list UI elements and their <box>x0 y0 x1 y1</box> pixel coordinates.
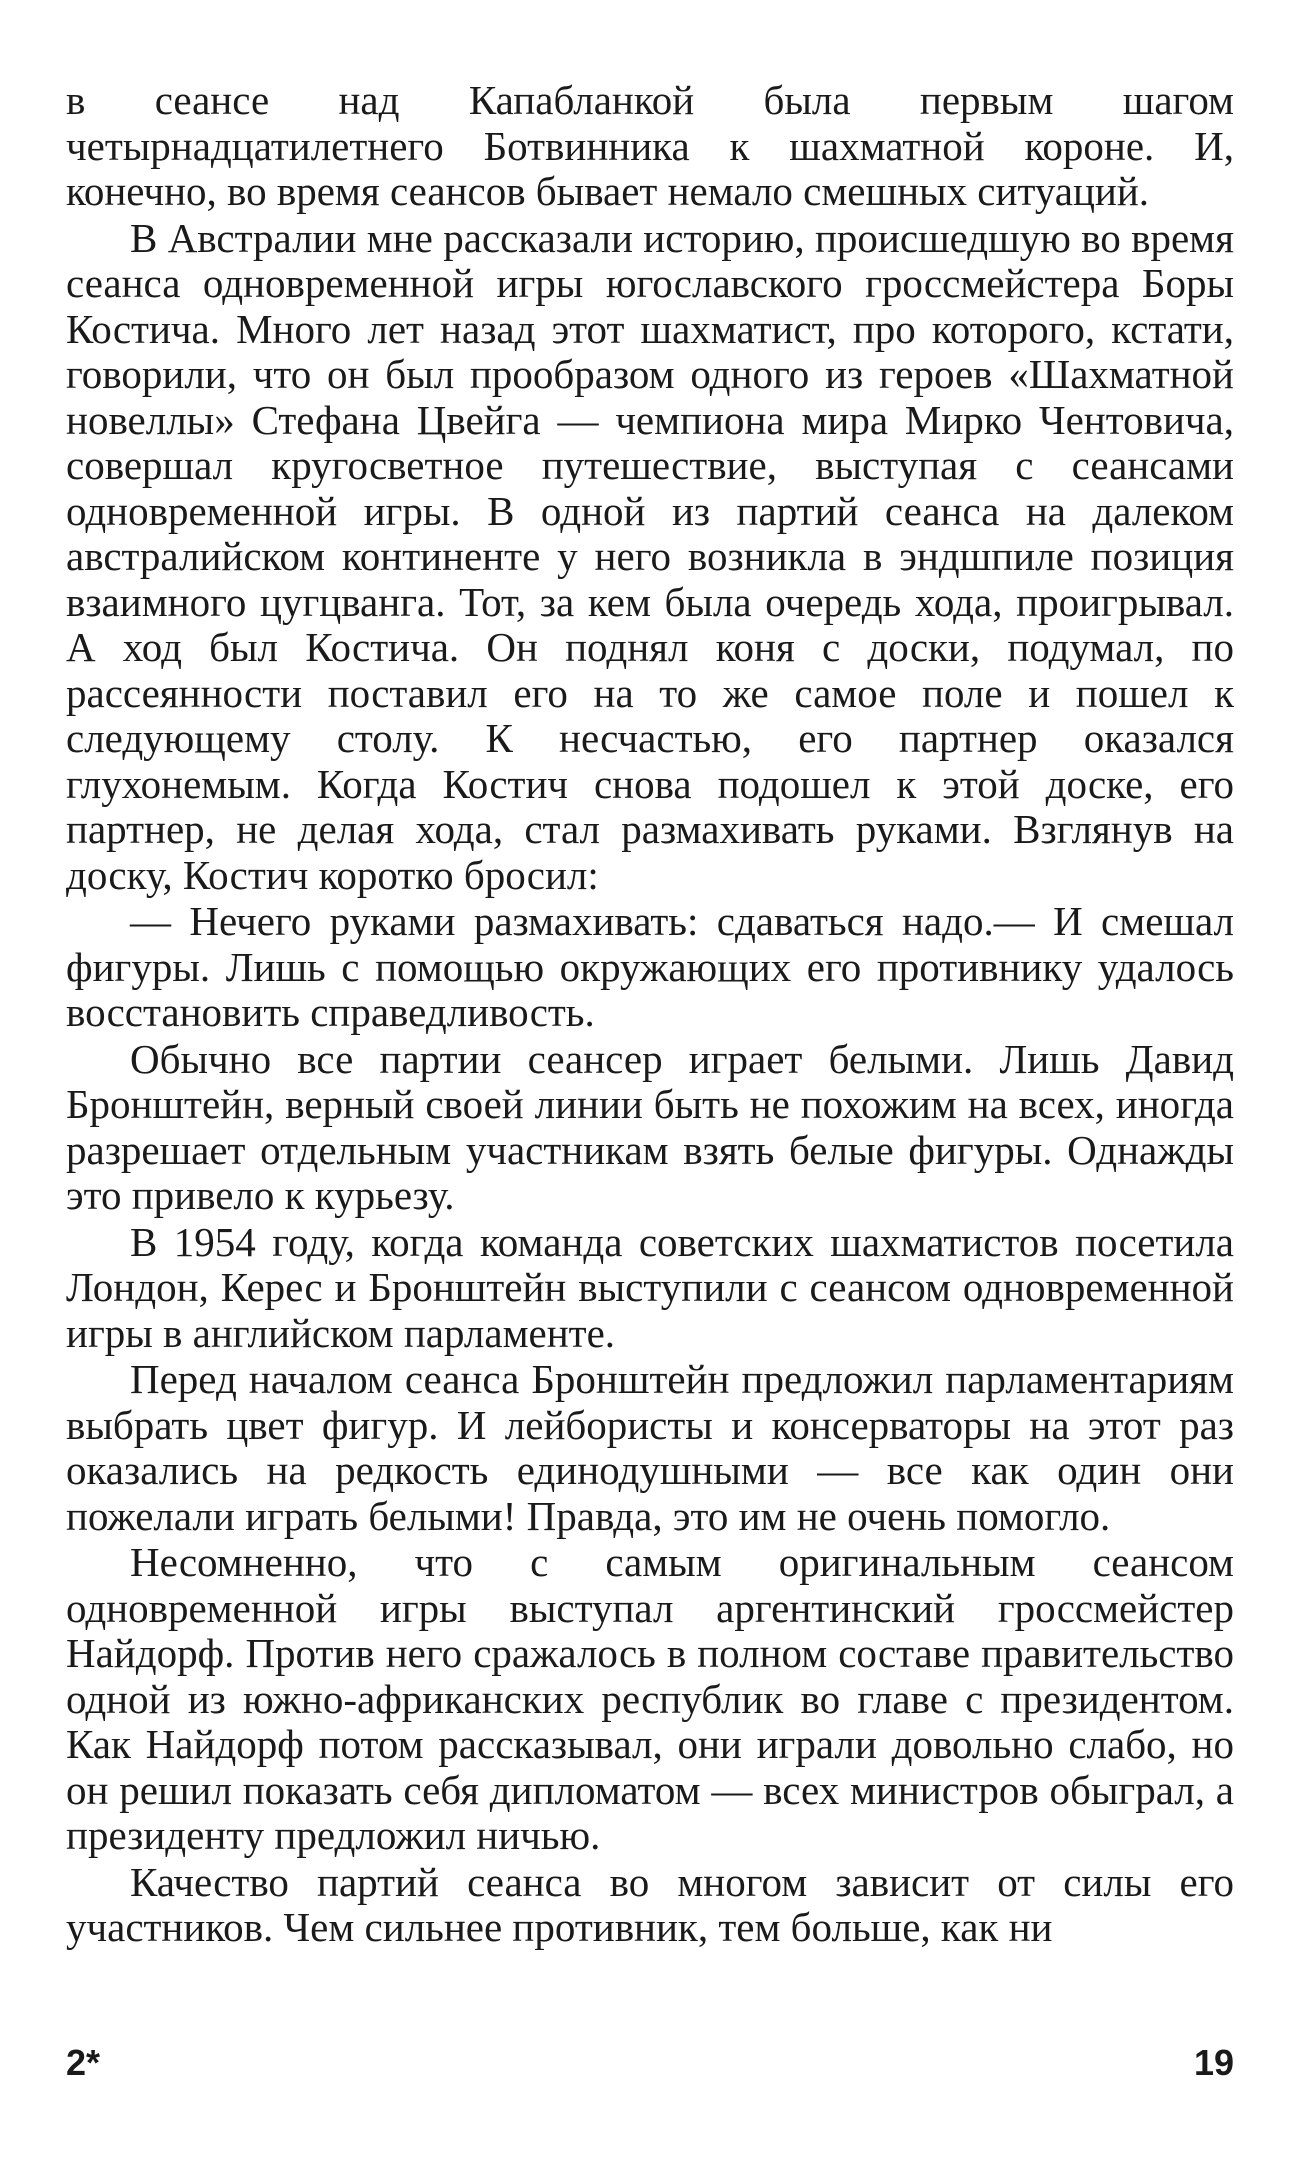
signature-mark: 2* <box>66 2042 101 2083</box>
paragraph-7: Несомненно, что с самым оригинальным сеансом одновременной игры выступал аргентинский гроссмейстер Найдорф. Против него сражалось в полном составе правительство одной из южно-африканских республик во главе с президентом. Как Найдорф потом рассказывал, они играли довольно слабо, но он решил показать себя дипломатом — всех министров обыграл, а президенту предложил ничью. <box>66 1539 1234 1858</box>
page-body <box>66 78 1234 1952</box>
paragraph-3: — Нечего руками размахивать: сдаваться надо.— И смешал фигуры. Лишь с помощью окружающих его противнику удалось восстановить справедливость. <box>66 898 1234 1035</box>
paragraph-5: В 1954 году, когда команда советских шахматистов посетила Лондон, Керес и Бронштейн выступили с сеансом одновременной игры в английском парламенте. <box>66 1218 1234 1356</box>
page-number: 19 <box>1193 2042 1234 2083</box>
paragraph-2: В Австралии мне рассказали историю, происшедшую во время сеанса одновременной игры югославского гроссмейстера Боры Костича. Много лет назад этот шахматист, про которого, кстати, говорили, что он был прообразом одного из героев «Шахматной новеллы» Стефана Цвейга — чемпиона мира Мирко Чентовича, совершал кругосветное путешествие, выступая с сеансами одновременной игры. В одной из партий сеанса на далеком австралийском континенте у него возникла в эндшпиле позиция взаимного цугцванга. Тот, за кем была очередь хода, проигрывал. А ход был Костича. Он поднял коня с доски, подумал, по рассеянности поставил его на то же самое поле и пошел к следующему столу. К несчастью, его партнер оказался глухонемым. Когда Костич снова подошел к этой доске, его партнер, не делая хода, стал размахивать руками. Взглянув на доску, Костич коротко бросил: <box>66 214 1234 898</box>
paragraph-1: в сеансе над Капабланкой была первым шагом четырнадцатилетнего Ботвинника к шахматной короне. И, конечно, во время сеансов бывает немало смешных ситуаций. <box>66 77 1234 214</box>
paragraph-8: Качество партий сеанса во многом зависит от силы его участников. Чем сильнее противник, тем больше, как ни <box>66 1858 1234 1950</box>
paragraph-6: Перед началом сеанса Бронштейн предложил парламентариям выбрать цвет фигур. И лейбористы и консерваторы на этот раз оказались на редкость единодушными — все как один они пожелали играть белыми! Правда, это им не очень помогло. <box>66 1356 1234 1539</box>
paragraph-4: Обычно все партии сеансер играет белыми. Лишь Давид Бронштейн, верный своей линии быть не похожим на всех, иногда разрешает отдельным участникам взять белые фигуры. Однажды это привело к курьезу. <box>66 1035 1234 1218</box>
